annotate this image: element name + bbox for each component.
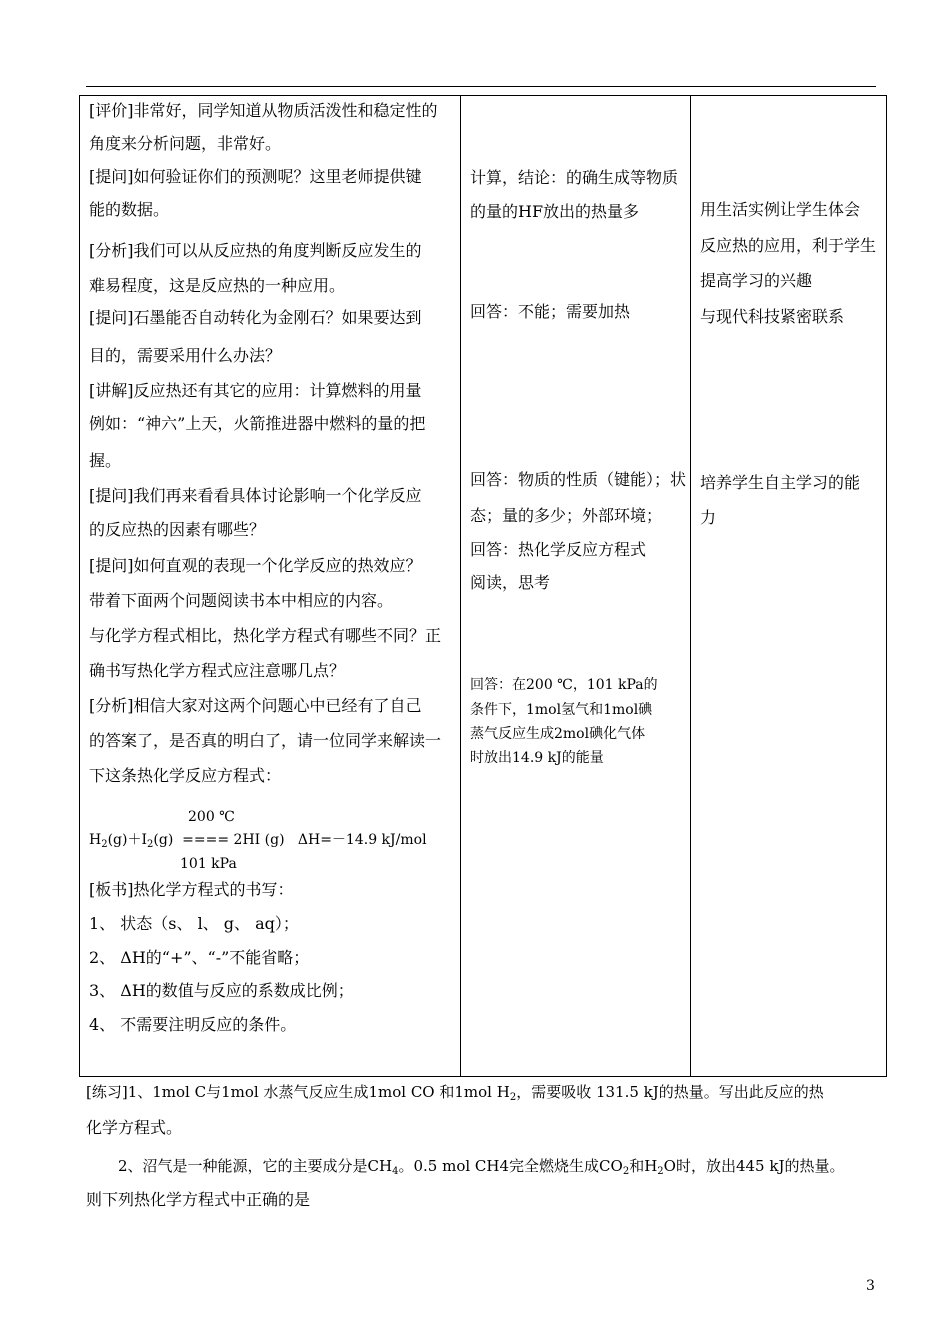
text-line: 角度来分析问题，非常好。 — [89, 134, 282, 153]
exercise-1-line-2: 化学方程式。 — [86, 1118, 183, 1137]
text-line: [提问]如何直观的表现一个化学反应的热效应？ — [89, 556, 422, 575]
teacher-activity-cell — [80, 96, 461, 1077]
text-line: 与现代科技紧密联系 — [700, 307, 845, 326]
student-activity-cell — [461, 96, 691, 1077]
text-line: 3、 ΔH的数值与反应的系数成比例； — [89, 981, 354, 1000]
text-line: 2、 ΔH的“+”、“-”不能省略； — [89, 948, 310, 967]
text-line: 阅读，思考 — [470, 573, 551, 592]
text-line: 态；量的多少；外部环境； — [470, 506, 663, 525]
text-line: 握。 — [89, 451, 122, 470]
thermochemical-equation: $H_2(g)+I_2(g)$ ==== 2HI (g) ΔH=－14.9 kJ/mol — [89, 832, 427, 850]
text-line: [分析]相信大家对这两个问题心中已经有了自己 — [89, 696, 422, 715]
text-line: 4、 不需要注明反应的条件。 — [89, 1015, 297, 1034]
text-line: 提高学习的兴趣 — [700, 271, 813, 290]
equation-condition-top: 200 ℃ — [188, 809, 235, 825]
design-intent-cell — [691, 96, 887, 1077]
exercise-2-line-2: 则下列热化学方程式中正确的是 — [86, 1190, 311, 1209]
header-rule — [86, 86, 876, 87]
text-line: 回答：热化学反应方程式 — [470, 540, 647, 559]
text-line: 的答案了，是否真的明白了，请一位同学来解读一 — [89, 731, 442, 750]
text-line: 培养学生自主学习的能 — [700, 473, 861, 492]
exercise-2-line-1: 2、沼气是一种能源，它的主要成分是$CH_4$。0.5 mol CH4完全燃烧生成$CO_2$和$H_2O$时，放出445 kJ的热量。 — [118, 1157, 845, 1177]
exercise-1-line-1: [练习]1、1mol C与1mol 水蒸气反应生成1mol CO 和1mol $H_2$，需要吸收 131.5 kJ的热量。写出此反应的热 — [86, 1083, 824, 1103]
text-line: 反应热的应用，利于学生 — [700, 236, 877, 255]
text-line: 回答：不能；需要加热 — [470, 302, 631, 321]
text-line: [提问]如何验证你们的预测呢？这里老师提供键 — [89, 167, 422, 186]
text-line: 带着下面两个问题阅读书本中相应的内容。 — [89, 591, 394, 610]
text-line: 回答：在200 ℃，101 kPa的 — [470, 677, 658, 693]
text-line: 计算，结论：的确生成等物质 — [470, 168, 679, 187]
text-line: 蒸气反应生成2mol碘化气体 — [470, 726, 646, 742]
text-line: [评价]非常好，同学知道从物质活泼性和稳定性的 — [89, 101, 438, 120]
text-line: 时放出14.9 kJ的能量 — [470, 750, 604, 766]
text-line: [板书]热化学方程式的书写： — [89, 880, 294, 899]
text-line: [提问]我们再来看看具体讨论影响一个化学反应 — [89, 486, 422, 505]
lesson-table — [79, 95, 887, 1077]
text-line: 难易程度，这是反应热的一种应用。 — [89, 276, 346, 295]
text-line: [提问]石墨能否自动转化为金刚石？如果要达到 — [89, 308, 422, 327]
text-line: 能的数据。 — [89, 200, 170, 219]
text-line: [分析]我们可以从反应热的角度判断反应发生的 — [89, 241, 422, 260]
text-line: 确书写热化学方程式应注意哪几点？ — [89, 661, 346, 680]
text-line: 与化学方程式相比，热化学方程式有哪些不同？正 — [89, 626, 442, 645]
text-line: 目的，需要采用什么办法？ — [89, 346, 282, 365]
text-line: 下这条热化学反应方程式： — [89, 766, 282, 785]
text-line: 回答：物质的性质（键能）；状 — [470, 470, 687, 489]
text-line: 用生活实例让学生体会 — [700, 200, 861, 219]
text-line: 力 — [700, 508, 717, 527]
text-line: 例如：“神六”上天，火箭推进器中燃料的量的把 — [89, 414, 426, 433]
text-line: [讲解]反应热还有其它的应用：计算燃料的用量 — [89, 381, 422, 400]
equation-condition-bottom: 101 kPa — [180, 856, 237, 872]
text-line: 的反应热的因素有哪些？ — [89, 520, 266, 539]
page-number: 3 — [866, 1278, 875, 1294]
text-line: 1、 状态（s、 l、 g、 aq）； — [89, 914, 299, 933]
text-line: 的量的HF放出的热量多 — [470, 202, 640, 221]
text-line: 条件下，1mol氢气和1mol碘 — [470, 702, 653, 718]
